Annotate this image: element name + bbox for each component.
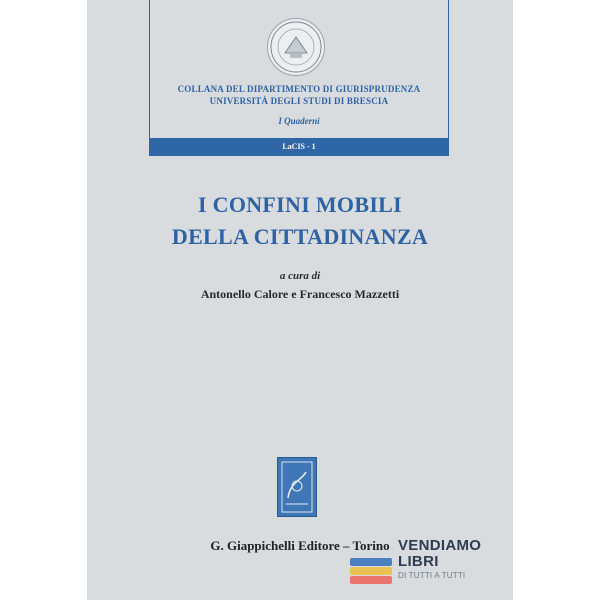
book-title-line-1: I CONFINI MOBILI: [197, 192, 403, 217]
publisher-name: G. Giappichelli Editore – Torino: [210, 538, 390, 553]
publisher-logo-icon: [277, 457, 317, 517]
series-code-bar: [149, 138, 449, 156]
book-title-line-2: DELLA CITTADINANZA: [171, 224, 429, 249]
book-cover: [87, 0, 513, 600]
university-name: UNIVERSITÀ DEGLI STUDI DI BRESCIA: [209, 96, 389, 106]
series-name: COLLANA DEL DIPARTIMENTO DI GIURISPRUDENZA: [177, 84, 421, 94]
watermark-line-1: VENDIAMO: [398, 537, 482, 554]
editor-label: a cura di: [279, 270, 321, 282]
series-code: LaCIS - 1: [282, 142, 316, 151]
watermark-line-3: DI TUTTI A TUTTI: [398, 571, 466, 580]
university-seal-icon: [267, 18, 325, 76]
watermark-stripes: [350, 558, 392, 588]
editors-names: Antonello Calore e Francesco Mazzetti: [200, 287, 400, 301]
watermark-line-2: LIBRI: [398, 553, 439, 570]
subseries-name: I Quaderni: [278, 116, 320, 126]
vendiamo-libri-watermark: [350, 537, 482, 588]
